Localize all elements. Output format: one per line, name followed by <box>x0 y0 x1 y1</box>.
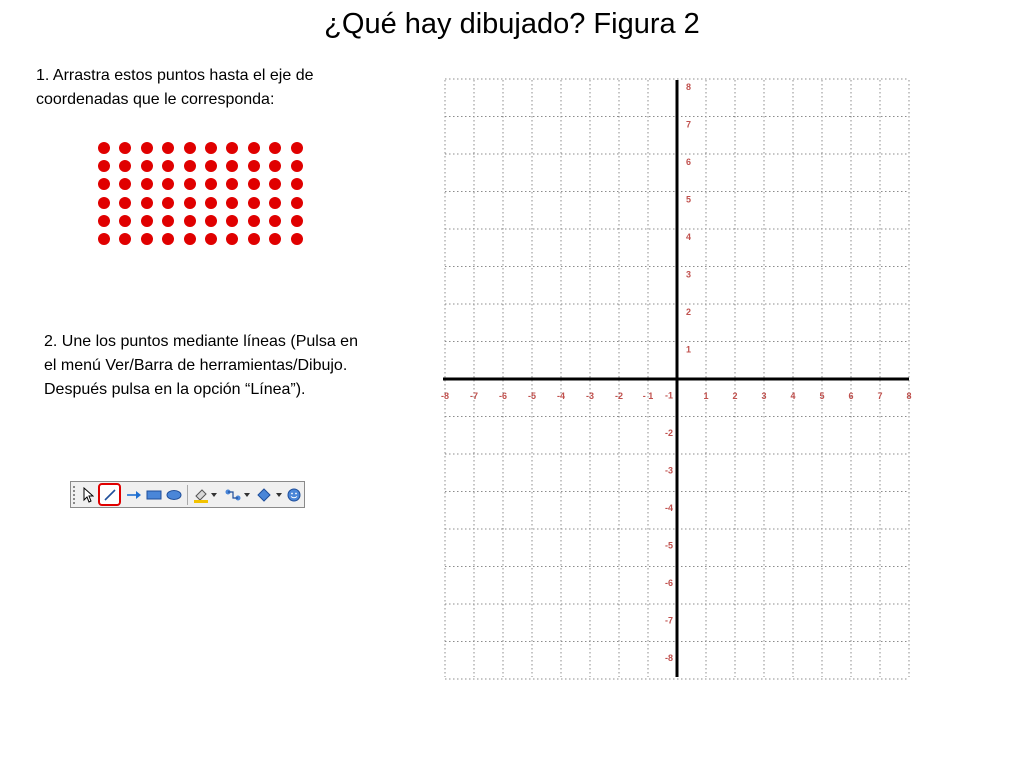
draggable-point[interactable] <box>226 178 238 190</box>
x-tick-label: 1 <box>703 391 709 401</box>
select-arrow-icon[interactable] <box>80 485 96 505</box>
x-tick-label: 6 <box>848 391 854 401</box>
x-tick-label: 5 <box>819 391 825 401</box>
oval-icon[interactable] <box>165 485 183 505</box>
draggable-point[interactable] <box>226 233 238 245</box>
y-tick-label: 8 <box>686 82 692 92</box>
draggable-point[interactable] <box>291 160 303 172</box>
x-tick-label: -5 <box>527 391 537 401</box>
draggable-point[interactable] <box>162 160 174 172</box>
x-tick-label: -8 <box>440 391 450 401</box>
draggable-point[interactable] <box>119 233 131 245</box>
y-tick-label: 5 <box>686 194 692 205</box>
x-tick-label: 7 <box>877 391 883 401</box>
instruction-step-1: 1. Arrastra estos puntos hasta el eje de coordenadas que le corresponda: <box>36 67 314 108</box>
draggable-point[interactable] <box>119 142 131 154</box>
y-tick-label: 4 <box>686 232 692 242</box>
draggable-point[interactable] <box>162 142 174 154</box>
draggable-point[interactable] <box>119 178 131 190</box>
draggable-point[interactable] <box>269 233 281 245</box>
draggable-point[interactable] <box>205 160 217 172</box>
draggable-point[interactable] <box>269 142 281 154</box>
draggable-point[interactable] <box>226 142 238 154</box>
draggable-point[interactable] <box>184 233 196 245</box>
draggable-point[interactable] <box>248 178 260 190</box>
y-tick-label: 1 <box>686 344 692 355</box>
draggable-point[interactable] <box>141 142 153 154</box>
draggable-point[interactable] <box>98 215 110 227</box>
draggable-point[interactable] <box>162 178 174 190</box>
drawing-toolbar <box>70 481 305 508</box>
draggable-point[interactable] <box>291 215 303 227</box>
y-tick-label: -7 <box>664 615 673 626</box>
draggable-point[interactable] <box>205 142 217 154</box>
y-tick-label: 3 <box>686 269 692 280</box>
draggable-point[interactable] <box>119 215 131 227</box>
draggable-point[interactable] <box>226 197 238 209</box>
line-tool-button[interactable] <box>98 483 121 506</box>
y-tick-label: -5 <box>664 540 673 551</box>
draggable-point[interactable] <box>184 178 196 190</box>
chevron-down-icon[interactable] <box>275 485 283 505</box>
x-tick-label: -4 <box>556 391 566 401</box>
fill-color-icon[interactable] <box>192 485 210 505</box>
draggable-point[interactable] <box>119 160 131 172</box>
draggable-point[interactable] <box>248 197 260 209</box>
x-tick-label: 4 <box>790 391 796 401</box>
toolbar-separator <box>187 485 188 505</box>
draggable-point[interactable] <box>184 197 196 209</box>
draggable-point[interactable] <box>184 160 196 172</box>
draggable-point[interactable] <box>141 160 153 172</box>
draggable-point[interactable] <box>98 197 110 209</box>
y-tick-label: -4 <box>664 503 673 513</box>
draggable-point[interactable] <box>269 197 281 209</box>
y-tick-label: -8 <box>664 653 673 663</box>
draggable-point[interactable] <box>184 215 196 227</box>
draggable-point[interactable] <box>98 160 110 172</box>
y-tick-label: 7 <box>686 119 692 130</box>
y-tick-label: 2 <box>686 307 692 317</box>
coordinate-plane[interactable] <box>430 75 920 685</box>
y-tick-label: -1 <box>664 390 673 401</box>
draggable-point[interactable] <box>291 142 303 154</box>
chevron-down-icon[interactable] <box>210 485 218 505</box>
draggable-point[interactable] <box>98 178 110 190</box>
draggable-point[interactable] <box>269 160 281 172</box>
draggable-point[interactable] <box>269 215 281 227</box>
draggable-point[interactable] <box>162 197 174 209</box>
draggable-point[interactable] <box>119 197 131 209</box>
draggable-point[interactable] <box>248 160 260 172</box>
x-tick-label: -2 <box>614 391 624 401</box>
draggable-point[interactable] <box>226 215 238 227</box>
rectangle-icon[interactable] <box>145 485 163 505</box>
draggable-point[interactable] <box>291 197 303 209</box>
line-icon <box>103 488 117 502</box>
draggable-point[interactable] <box>226 160 238 172</box>
x-tick-label: -7 <box>469 391 479 401</box>
draggable-point[interactable] <box>141 178 153 190</box>
draggable-point[interactable] <box>291 233 303 245</box>
draggable-point[interactable] <box>98 233 110 245</box>
draggable-point[interactable] <box>205 178 217 190</box>
y-tick-label: -2 <box>664 428 673 438</box>
draggable-point[interactable] <box>291 178 303 190</box>
draggable-point[interactable] <box>98 142 110 154</box>
draggable-point[interactable] <box>162 233 174 245</box>
arrow-line-icon[interactable] <box>125 485 143 505</box>
draggable-point[interactable] <box>184 142 196 154</box>
chevron-down-icon[interactable] <box>243 485 251 505</box>
draggable-point[interactable] <box>141 215 153 227</box>
y-tick-label: -3 <box>664 465 673 476</box>
y-tick-label: -6 <box>664 578 673 588</box>
x-tick-label: - 1 <box>642 391 654 401</box>
draggable-point[interactable] <box>248 233 260 245</box>
draggable-point[interactable] <box>205 233 217 245</box>
x-tick-label: 3 <box>761 391 767 401</box>
page-title: ¿Qué hay dibujado? Figura 2 <box>324 8 700 40</box>
basic-shapes-icon[interactable] <box>255 485 273 505</box>
x-tick-label: 8 <box>906 391 912 401</box>
draggable-point[interactable] <box>269 178 281 190</box>
instruction-step-2: 2. Une los puntos mediante líneas (Pulsa en el menú Ver/Barra de herramientas/Dibujo. Después pulsa en la opción “Línea”). <box>44 333 358 398</box>
draggable-point[interactable] <box>248 215 260 227</box>
draggable-point[interactable] <box>141 233 153 245</box>
draggable-point[interactable] <box>248 142 260 154</box>
draggable-point[interactable] <box>205 197 217 209</box>
draggable-point[interactable] <box>205 215 217 227</box>
x-tick-label: 2 <box>732 391 738 401</box>
x-tick-label: -6 <box>498 391 508 401</box>
smiley-icon[interactable] <box>286 485 302 505</box>
draggable-point[interactable] <box>141 197 153 209</box>
connector-icon[interactable] <box>223 485 243 505</box>
x-tick-label: -3 <box>585 391 595 401</box>
draggable-points-group <box>98 142 308 248</box>
draggable-point[interactable] <box>162 215 174 227</box>
y-tick-label: 6 <box>686 157 692 167</box>
toolbar-grip[interactable] <box>73 486 79 504</box>
